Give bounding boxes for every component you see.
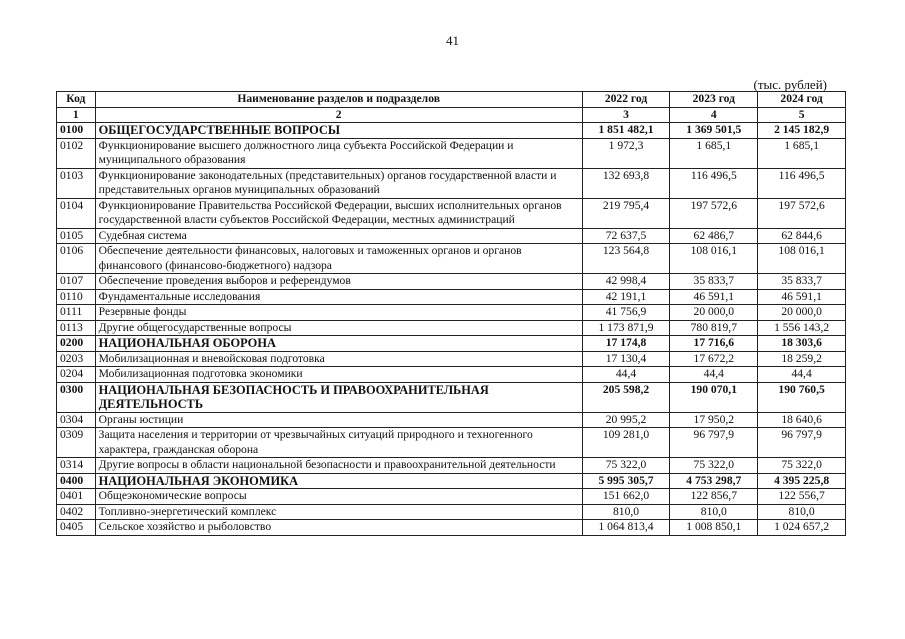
- name-cell: Топливно-энергетический комплекс: [95, 504, 582, 520]
- table-row: [57, 305, 846, 321]
- name-cell: Функционирование законодательных (представительных) органов государственной власти и представительных органов муниципальных образований: [95, 168, 582, 198]
- name-cell: Защита населения и территории от чрезвычайных ситуаций природного и техногенного характера, гражданская оборона: [95, 428, 582, 458]
- code-cell: 0104: [57, 198, 96, 228]
- code-cell: 0405: [57, 520, 96, 536]
- name-cell: Органы юстиции: [95, 412, 582, 428]
- value-2023-cell: 190 070,1: [670, 382, 758, 412]
- value-2022-cell: 17 174,8: [582, 336, 670, 352]
- table-row: [57, 198, 846, 228]
- value-2024-cell: 1 685,1: [758, 138, 846, 168]
- value-2022-cell: 1 173 871,9: [582, 320, 670, 336]
- value-2022-cell: 42 998,4: [582, 274, 670, 290]
- table-row: [57, 320, 846, 336]
- value-2024-cell: 2 145 182,9: [758, 123, 846, 139]
- section-row: [57, 473, 846, 489]
- value-2022-cell: 17 130,4: [582, 351, 670, 367]
- code-cell: 0402: [57, 504, 96, 520]
- name-cell: Функционирование высшего должностного лица субъекта Российской Федерации и муниципального образования: [95, 138, 582, 168]
- name-cell: Судебная система: [95, 228, 582, 244]
- value-2023-cell: 116 496,5: [670, 168, 758, 198]
- value-2024-cell: 4 395 225,8: [758, 473, 846, 489]
- budget-table: [56, 91, 846, 536]
- value-2024-cell: 116 496,5: [758, 168, 846, 198]
- value-2023-cell: 62 486,7: [670, 228, 758, 244]
- name-cell: Сельское хозяйство и рыболовство: [95, 520, 582, 536]
- name-cell: Другие общегосударственные вопросы: [95, 320, 582, 336]
- table-row: [57, 412, 846, 428]
- name-cell: НАЦИОНАЛЬНАЯ БЕЗОПАСНОСТЬ И ПРАВООХРАНИТЕЛЬНАЯ ДЕЯТЕЛЬНОСТЬ: [95, 382, 582, 412]
- value-2022-cell: 219 795,4: [582, 198, 670, 228]
- value-2024-cell: 20 000,0: [758, 305, 846, 321]
- value-2024-cell: 18 259,2: [758, 351, 846, 367]
- value-2024-cell: 46 591,1: [758, 289, 846, 305]
- value-2024-cell: 190 760,5: [758, 382, 846, 412]
- code-cell: 0110: [57, 289, 96, 305]
- code-cell: 0400: [57, 473, 96, 489]
- value-2022-cell: 41 756,9: [582, 305, 670, 321]
- name-cell: Общеэкономические вопросы: [95, 489, 582, 505]
- value-2022-cell: 72 637,5: [582, 228, 670, 244]
- table-row: [57, 244, 846, 274]
- units-label: (тыс. рублей): [753, 77, 827, 92]
- value-2022-cell: 1 851 482,1: [582, 123, 670, 139]
- value-2022-cell: 151 662,0: [582, 489, 670, 505]
- name-cell: Резервные фонды: [95, 305, 582, 321]
- table-row: [57, 367, 846, 383]
- value-2024-cell: 18 640,6: [758, 412, 846, 428]
- table-row: [57, 274, 846, 290]
- header-code: Код: [57, 92, 96, 108]
- page-number: 41: [446, 33, 459, 48]
- value-2023-cell: 17 672,2: [670, 351, 758, 367]
- value-2022-cell: 109 281,0: [582, 428, 670, 458]
- value-2024-cell: 122 556,7: [758, 489, 846, 505]
- code-cell: 0200: [57, 336, 96, 352]
- name-cell: Обеспечение деятельности финансовых, налоговых и таможенных органов и органов финансового (финансово-бюджетного) надзора: [95, 244, 582, 274]
- value-2023-cell: 108 016,1: [670, 244, 758, 274]
- code-cell: 0401: [57, 489, 96, 505]
- table-row: [57, 520, 846, 536]
- name-cell: ОБЩЕГОСУДАРСТВЕННЫЕ ВОПРОСЫ: [95, 123, 582, 139]
- value-2024-cell: 18 303,6: [758, 336, 846, 352]
- code-cell: 0111: [57, 305, 96, 321]
- code-cell: 0304: [57, 412, 96, 428]
- header-2023: 2023 год: [670, 92, 758, 108]
- code-cell: 0103: [57, 168, 96, 198]
- value-2023-cell: 17 950,2: [670, 412, 758, 428]
- section-row: [57, 382, 846, 412]
- header-2024: 2024 год: [758, 92, 846, 108]
- code-cell: 0203: [57, 351, 96, 367]
- value-2023-cell: 810,0: [670, 504, 758, 520]
- name-cell: НАЦИОНАЛЬНАЯ ЭКОНОМИКА: [95, 473, 582, 489]
- value-2024-cell: 75 322,0: [758, 458, 846, 474]
- value-2024-cell: 108 016,1: [758, 244, 846, 274]
- value-2023-cell: 20 000,0: [670, 305, 758, 321]
- value-2022-cell: 20 995,2: [582, 412, 670, 428]
- value-2022-cell: 42 191,1: [582, 289, 670, 305]
- table-index-row: [57, 107, 846, 123]
- table-row: [57, 289, 846, 305]
- code-cell: 0100: [57, 123, 96, 139]
- table-row: [57, 228, 846, 244]
- value-2023-cell: 1 369 501,5: [670, 123, 758, 139]
- name-cell: Другие вопросы в области национальной безопасности и правоохранительной деятельности: [95, 458, 582, 474]
- code-cell: 0106: [57, 244, 96, 274]
- value-2023-cell: 17 716,6: [670, 336, 758, 352]
- value-2024-cell: 810,0: [758, 504, 846, 520]
- value-2022-cell: 132 693,8: [582, 168, 670, 198]
- value-2023-cell: 780 819,7: [670, 320, 758, 336]
- value-2022-cell: 5 995 305,7: [582, 473, 670, 489]
- table-row: [57, 168, 846, 198]
- value-2024-cell: 62 844,6: [758, 228, 846, 244]
- value-2023-cell: 35 833,7: [670, 274, 758, 290]
- value-2023-cell: 96 797,9: [670, 428, 758, 458]
- index-cell: 4: [670, 107, 758, 123]
- value-2022-cell: 810,0: [582, 504, 670, 520]
- table-row: [57, 504, 846, 520]
- table-row: [57, 489, 846, 505]
- value-2024-cell: 197 572,6: [758, 198, 846, 228]
- index-cell: 5: [758, 107, 846, 123]
- name-cell: Мобилизационная и вневойсковая подготовка: [95, 351, 582, 367]
- table-row: [57, 351, 846, 367]
- index-cell: 2: [95, 107, 582, 123]
- name-cell: Обеспечение проведения выборов и референдумов: [95, 274, 582, 290]
- code-cell: 0107: [57, 274, 96, 290]
- code-cell: 0102: [57, 138, 96, 168]
- value-2023-cell: 4 753 298,7: [670, 473, 758, 489]
- value-2024-cell: 1 024 657,2: [758, 520, 846, 536]
- value-2022-cell: 44,4: [582, 367, 670, 383]
- index-cell: 3: [582, 107, 670, 123]
- value-2023-cell: 44,4: [670, 367, 758, 383]
- section-row: [57, 123, 846, 139]
- index-cell: 1: [57, 107, 96, 123]
- table-row: [57, 458, 846, 474]
- value-2022-cell: 205 598,2: [582, 382, 670, 412]
- value-2023-cell: 197 572,6: [670, 198, 758, 228]
- code-cell: 0300: [57, 382, 96, 412]
- value-2023-cell: 1 685,1: [670, 138, 758, 168]
- name-cell: Мобилизационная подготовка экономики: [95, 367, 582, 383]
- value-2024-cell: 96 797,9: [758, 428, 846, 458]
- table-body: [57, 123, 846, 536]
- value-2022-cell: 123 564,8: [582, 244, 670, 274]
- section-row: [57, 336, 846, 352]
- name-cell: НАЦИОНАЛЬНАЯ ОБОРОНА: [95, 336, 582, 352]
- header-name: Наименование разделов и подразделов: [95, 92, 582, 108]
- code-cell: 0309: [57, 428, 96, 458]
- value-2022-cell: 1 064 813,4: [582, 520, 670, 536]
- code-cell: 0204: [57, 367, 96, 383]
- table-row: [57, 138, 846, 168]
- value-2023-cell: 122 856,7: [670, 489, 758, 505]
- value-2022-cell: 75 322,0: [582, 458, 670, 474]
- name-cell: Фундаментальные исследования: [95, 289, 582, 305]
- value-2023-cell: 46 591,1: [670, 289, 758, 305]
- value-2022-cell: 1 972,3: [582, 138, 670, 168]
- table-row: [57, 428, 846, 458]
- value-2023-cell: 75 322,0: [670, 458, 758, 474]
- code-cell: 0314: [57, 458, 96, 474]
- code-cell: 0105: [57, 228, 96, 244]
- value-2024-cell: 44,4: [758, 367, 846, 383]
- header-2022: 2022 год: [582, 92, 670, 108]
- value-2023-cell: 1 008 850,1: [670, 520, 758, 536]
- name-cell: Функционирование Правительства Российской Федерации, высших исполнительных органов государственной власти субъектов Российской Федерации, местных администраций: [95, 198, 582, 228]
- table-header-row: [57, 92, 846, 108]
- value-2024-cell: 35 833,7: [758, 274, 846, 290]
- value-2024-cell: 1 556 143,2: [758, 320, 846, 336]
- code-cell: 0113: [57, 320, 96, 336]
